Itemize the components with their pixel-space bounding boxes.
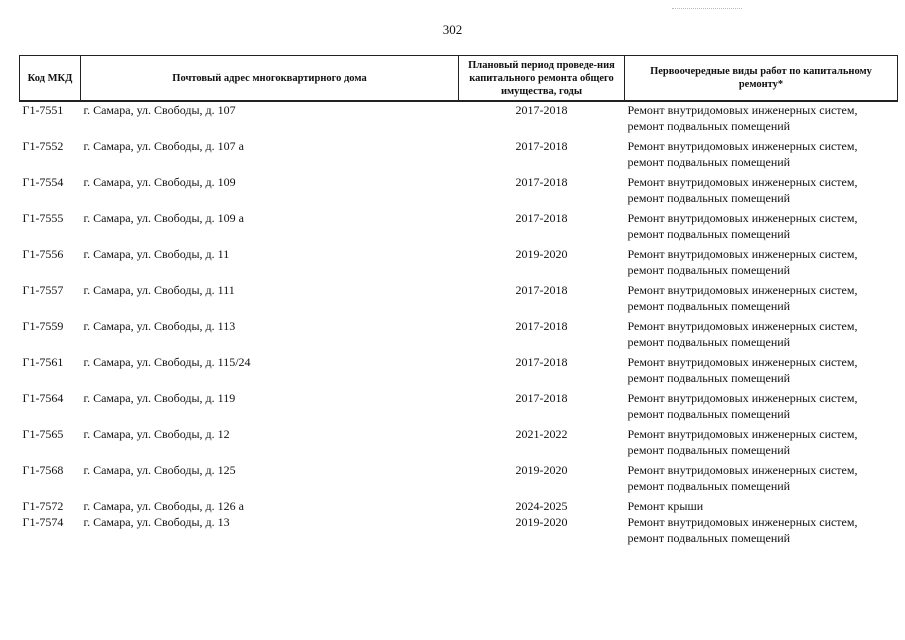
table-row <box>20 138 898 174</box>
works-line-1: Ремонт внутридомовых инженерных систем, <box>627 515 858 529</box>
cell-works <box>625 282 898 318</box>
cell-works <box>625 498 898 514</box>
works-line-2: ремонт подвальных помещений <box>627 531 791 545</box>
cell-code: Г1-7564 <box>22 391 64 405</box>
repair-program-table <box>19 55 898 548</box>
cell-period: 2019-2020 <box>515 463 568 477</box>
cell-address: г. Самара, ул. Свободы, д. 107 а <box>83 139 244 153</box>
table-row <box>20 282 898 318</box>
cell-works <box>625 174 898 210</box>
table-header <box>20 56 898 102</box>
table-row <box>20 210 898 246</box>
table-row <box>20 318 898 354</box>
header-code: Код МКД <box>20 56 81 102</box>
cell-code: Г1-7555 <box>22 211 64 225</box>
works-line-2: ремонт подвальных помещений <box>627 479 791 493</box>
works-line-1: Ремонт крыши <box>627 499 704 513</box>
cell-code: Г1-7568 <box>22 463 64 477</box>
works-line-2: ремонт подвальных помещений <box>627 191 791 205</box>
cell-works <box>625 354 898 390</box>
cell-code: Г1-7572 <box>22 499 64 513</box>
table-row <box>20 514 898 548</box>
table-row <box>20 354 898 390</box>
cell-address: г. Самара, ул. Свободы, д. 126 а <box>83 499 244 513</box>
cell-address: г. Самара, ул. Свободы, д. 115/24 <box>83 355 251 369</box>
works-line-1: Ремонт внутридомовых инженерных систем, <box>627 211 858 225</box>
cell-address: г. Самара, ул. Свободы, д. 12 <box>83 427 230 441</box>
works-line-2: ремонт подвальных помещений <box>627 371 791 385</box>
works-line-1: Ремонт внутридомовых инженерных систем, <box>627 175 858 189</box>
cell-address: г. Самара, ул. Свободы, д. 107 <box>83 103 236 117</box>
table-row <box>20 426 898 462</box>
cell-code: Г1-7574 <box>22 515 64 529</box>
cell-works <box>625 138 898 174</box>
works-line-2: ремонт подвальных помещений <box>627 119 791 133</box>
cell-code: Г1-7561 <box>22 355 64 369</box>
cell-code: Г1-7557 <box>22 283 64 297</box>
cell-code: Г1-7551 <box>22 103 64 117</box>
cell-period: 2019-2020 <box>515 515 568 529</box>
table-body <box>20 101 898 548</box>
cell-address: г. Самара, ул. Свободы, д. 109 а <box>83 211 244 225</box>
works-line-1: Ремонт внутридомовых инженерных систем, <box>627 355 858 369</box>
page-number: 302 <box>442 22 463 37</box>
works-line-2: ремонт подвальных помещений <box>627 299 791 313</box>
cell-period: 2017-2018 <box>515 175 568 189</box>
header-period: Плановый период проведе-ния капитального ремонта общего имущества, годы <box>459 56 625 102</box>
works-line-2: ремонт подвальных помещений <box>627 443 791 457</box>
cell-address: г. Самара, ул. Свободы, д. 125 <box>83 463 236 477</box>
works-line-1: Ремонт внутридомовых инженерных систем, <box>627 247 858 261</box>
works-line-2: ремонт подвальных помещений <box>627 407 791 421</box>
works-line-1: Ремонт внутридомовых инженерных систем, <box>627 103 858 117</box>
scan-artifact <box>672 8 742 11</box>
cell-period: 2024-2025 <box>515 499 568 513</box>
cell-code: Г1-7565 <box>22 427 64 441</box>
works-line-1: Ремонт внутридомовых инженерных систем, <box>627 463 858 477</box>
table-row <box>20 390 898 426</box>
cell-works <box>625 101 898 138</box>
works-line-2: ремонт подвальных помещений <box>627 335 791 349</box>
cell-code: Г1-7552 <box>22 139 64 153</box>
cell-works <box>625 514 898 548</box>
cell-period: 2017-2018 <box>515 319 568 333</box>
cell-period: 2017-2018 <box>515 391 568 405</box>
cell-period: 2017-2018 <box>515 211 568 225</box>
works-line-2: ремонт подвальных помещений <box>627 263 791 277</box>
cell-period: 2017-2018 <box>515 355 568 369</box>
works-line-1: Ремонт внутридомовых инженерных систем, <box>627 319 858 333</box>
works-line-1: Ремонт внутридомовых инженерных систем, <box>627 427 858 441</box>
cell-address: г. Самара, ул. Свободы, д. 13 <box>83 515 230 529</box>
header-works: Первоочередные виды работ по капитальному ремонту* <box>625 56 898 102</box>
header-address: Почтовый адрес многоквартирного дома <box>81 56 459 102</box>
table-row <box>20 498 898 514</box>
works-line-2: ремонт подвальных помещений <box>627 227 791 241</box>
cell-period: 2019-2020 <box>515 247 568 261</box>
works-line-1: Ремонт внутридомовых инженерных систем, <box>627 283 858 297</box>
cell-code: Г1-7556 <box>22 247 64 261</box>
table-row <box>20 246 898 282</box>
works-line-1: Ремонт внутридомовых инженерных систем, <box>627 139 858 153</box>
cell-works <box>625 462 898 498</box>
cell-works <box>625 426 898 462</box>
cell-period: 2017-2018 <box>515 139 568 153</box>
cell-period: 2021-2022 <box>515 427 568 441</box>
cell-code: Г1-7554 <box>22 175 64 189</box>
table-row <box>20 462 898 498</box>
cell-period: 2017-2018 <box>515 103 568 117</box>
cell-address: г. Самара, ул. Свободы, д. 109 <box>83 175 236 189</box>
table-row <box>20 174 898 210</box>
works-line-2: ремонт подвальных помещений <box>627 155 791 169</box>
cell-works <box>625 390 898 426</box>
cell-address: г. Самара, ул. Свободы, д. 113 <box>83 319 236 333</box>
cell-address: г. Самара, ул. Свободы, д. 11 <box>83 247 230 261</box>
cell-address: г. Самара, ул. Свободы, д. 111 <box>83 283 235 297</box>
cell-period: 2017-2018 <box>515 283 568 297</box>
cell-works <box>625 210 898 246</box>
table-row <box>20 101 898 138</box>
cell-works <box>625 318 898 354</box>
works-line-1: Ремонт внутридомовых инженерных систем, <box>627 391 858 405</box>
cell-works <box>625 246 898 282</box>
cell-address: г. Самара, ул. Свободы, д. 119 <box>83 391 236 405</box>
cell-code: Г1-7559 <box>22 319 64 333</box>
